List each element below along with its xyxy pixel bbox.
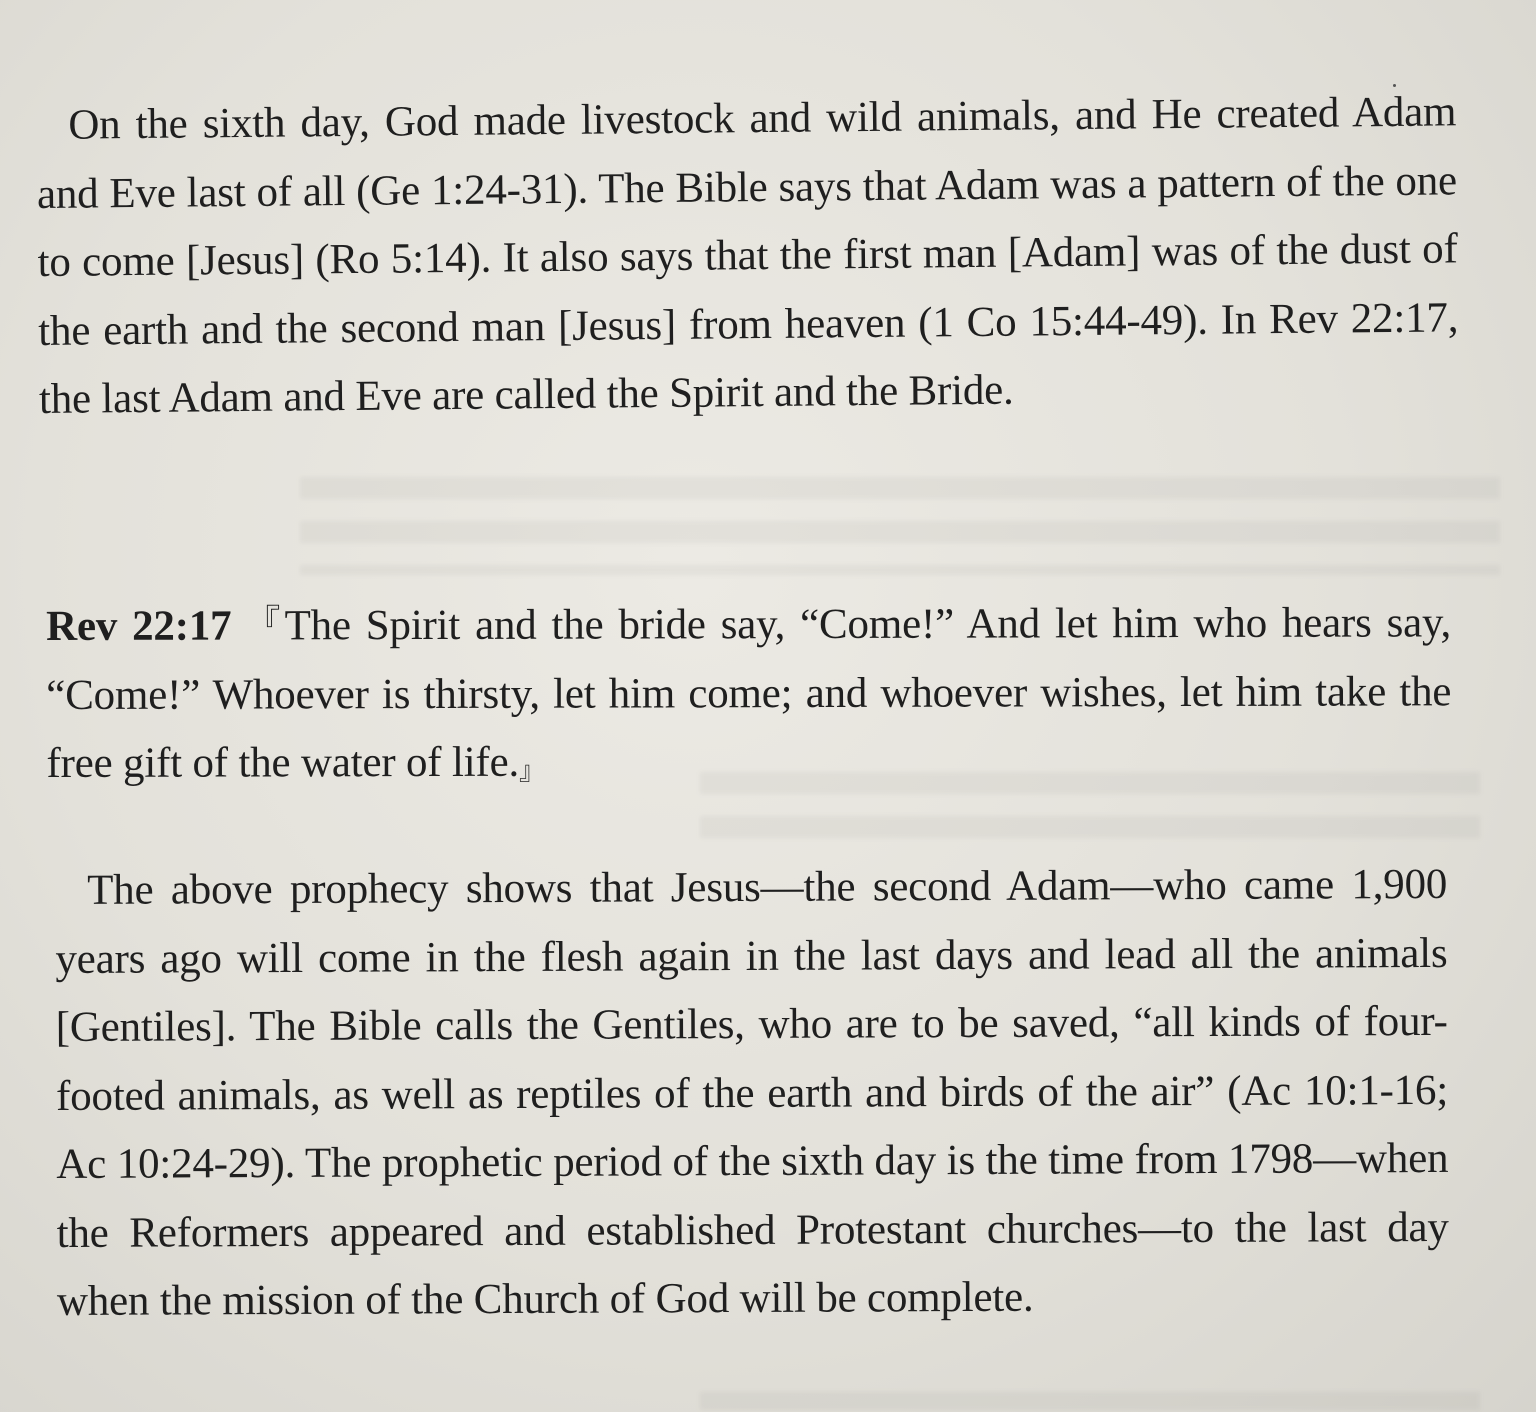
bleed-through-text [700, 1370, 1480, 1410]
quote-close-mark: 』 [518, 756, 545, 786]
quote-open-mark: 『 [246, 604, 285, 642]
paragraph-prophecy: The above prophecy shows that Jesus—the second Adam—who came 1,900 years ago will come in the flesh again in the last days and lead all the animals [Gentiles]. The Bible calls the Gentiles, who are to be saved, “all kinds of four-footed animals, as well as reptiles of the earth and birds of the air” (Ac 10:1-16; Ac 10:24-29). The prophetic period of the sixth day is the time from 1798—when the Reformers appeared and established Protestant churches—to the last day when the mission of the Church of God will be complete. [55, 860, 1449, 1325]
quote-reference: Rev 22:17 [46, 602, 232, 650]
bleed-through-text [300, 455, 1500, 575]
quote-text: The Spirit and the bride say, “Come!” And let him who hears say, “Come!” Whoever is thirsty, let him come; and whoever wishes, let him take the free gift of the water of life. [46, 599, 1452, 787]
paragraph-creation: On the sixth day, God made livestock and wild animals, and He created Adam and Eve last of all (Ge 1:24-31). The Bible says that Adam was a pattern of the one to come [Jesus] (Ro 5:14). It also says that the first man [Adam] was of the dust of the earth and the second man [Jesus] from heaven (1 Co 15:44-49). In Rev 22:17, the last Adam and Eve are called the Spirit and the Bride. [36, 88, 1459, 423]
scripture-quote [46, 586, 1452, 807]
